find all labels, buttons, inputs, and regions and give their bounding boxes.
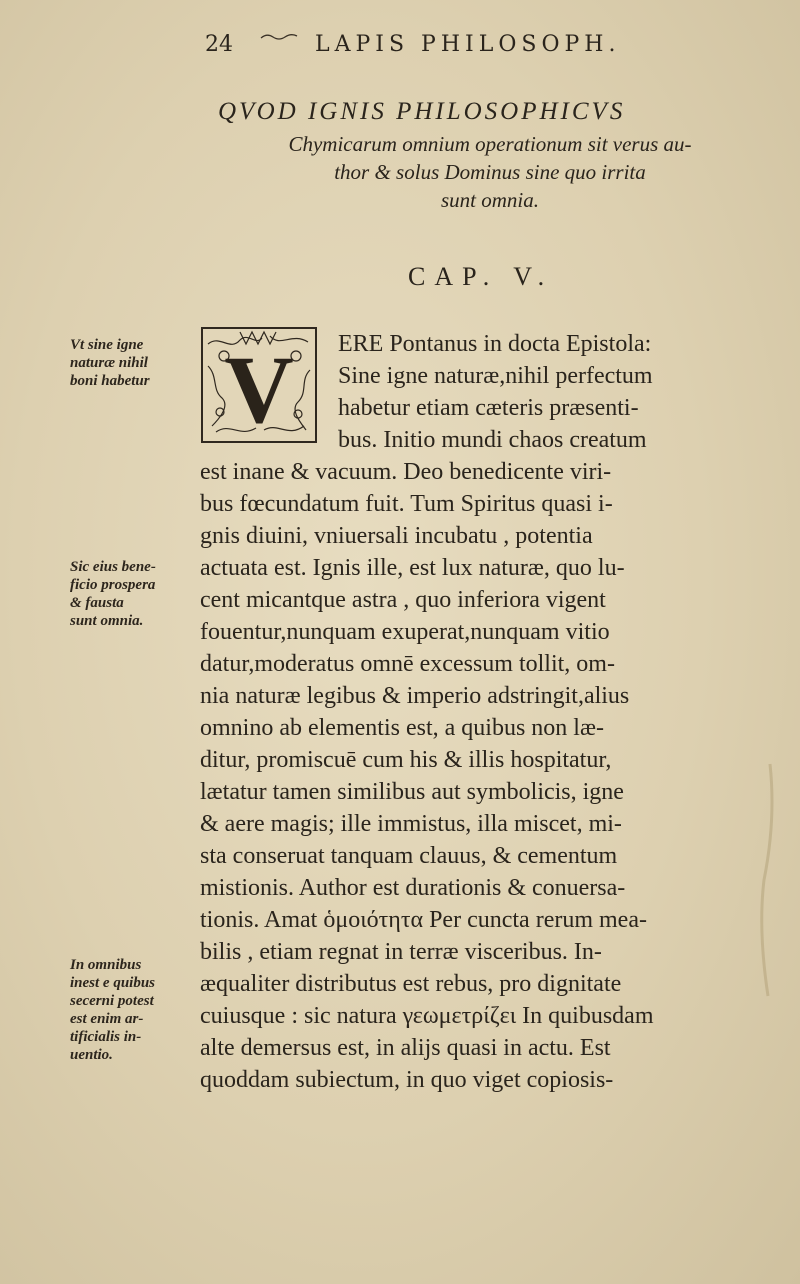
text-line: lætatur tamen similibus aut symbolicis, igne	[200, 779, 624, 805]
text-line: & aere magis; ille immistus, illa miscet, mi-	[200, 811, 622, 837]
text-line: habetur etiam cæteris præsenti-	[338, 395, 639, 421]
text-line: bus fœcundatum fuit. Tum Spiritus quasi i-	[200, 491, 613, 517]
text-line: bilis , etiam regnat in terræ visceribus. In-	[200, 939, 602, 965]
text-line: Sine igne naturæ,nihil perfectum	[338, 363, 653, 389]
text-line: actuata est. Ignis ille, est lux naturæ, quo lu-	[200, 555, 625, 581]
text-line: cuiusque : sic natura γεωμετρίζει In quibusdam	[200, 1003, 654, 1029]
page-stain-mark-icon	[750, 760, 780, 1000]
title-line: Chymicarum omnium operationum sit verus au-	[288, 132, 692, 156]
svg-text:V: V	[224, 336, 294, 443]
text-line: alte demersus est, in alijs quasi in actu. Est	[200, 1035, 611, 1061]
decorated-initial-icon	[200, 326, 318, 444]
chapter-heading: CAP. V.	[408, 262, 554, 291]
title-line: sunt omnia.	[440, 188, 539, 212]
title-line: thor & solus Dominus sine quo irrita	[334, 160, 646, 184]
marginal-note: In omnibus inest e quibus secerni potest est enim ar- tificialis in- uentio.	[70, 957, 156, 1063]
marginal-note: Sic eius bene- ficio prospera & fausta sunt omnia.	[70, 559, 156, 629]
text-line: ERE Pontanus in docta Epistola:	[338, 331, 652, 357]
text-line: sta conseruat tanquam clauus, & cementum	[200, 843, 618, 869]
page-number: 24	[205, 32, 233, 57]
text-line: cent micantque astra , quo inferiora vigent	[200, 587, 606, 613]
text-line: bus. Initio mundi chaos creatum	[338, 427, 647, 453]
text-line: quoddam subiectum, in quo viget copiosis-	[200, 1067, 614, 1093]
text-line: mistionis. Author est durationis & conuersa-	[200, 875, 626, 901]
marginal-note: Vt sine igne naturæ nihil boni habetur	[70, 337, 150, 389]
running-head	[205, 32, 645, 62]
chapter-title	[210, 98, 770, 214]
text-line: ditur, promiscuē cum his & illis hospitatur,	[200, 747, 612, 773]
text-line: nia naturæ legibus & imperio adstringit,alius	[200, 683, 630, 709]
title-line: QVOD IGNIS PHILOSOPHICVS	[218, 98, 626, 125]
text-line: datur,moderatus omnē excessum tollit, om-	[200, 651, 615, 677]
text-line: fouentur,nunquam exuperat,nunquam vitio	[200, 619, 610, 645]
ornament-flourish-icon	[259, 32, 299, 42]
text-line: omnino ab elementis est, a quibus non læ-	[200, 715, 604, 741]
text-line: æqualiter distributus est rebus, pro dignitate	[200, 971, 622, 997]
text-line: gnis diuini, vniuersali incubatu , potentia	[200, 523, 593, 549]
text-line: est inane & vacuum. Deo benedicente viri-	[200, 459, 612, 485]
running-head-title: LAPIS PHILOSOPH.	[315, 32, 621, 57]
text-line: tionis. Amat ὁμοιότητα Per cuncta rerum mea-	[200, 907, 647, 933]
